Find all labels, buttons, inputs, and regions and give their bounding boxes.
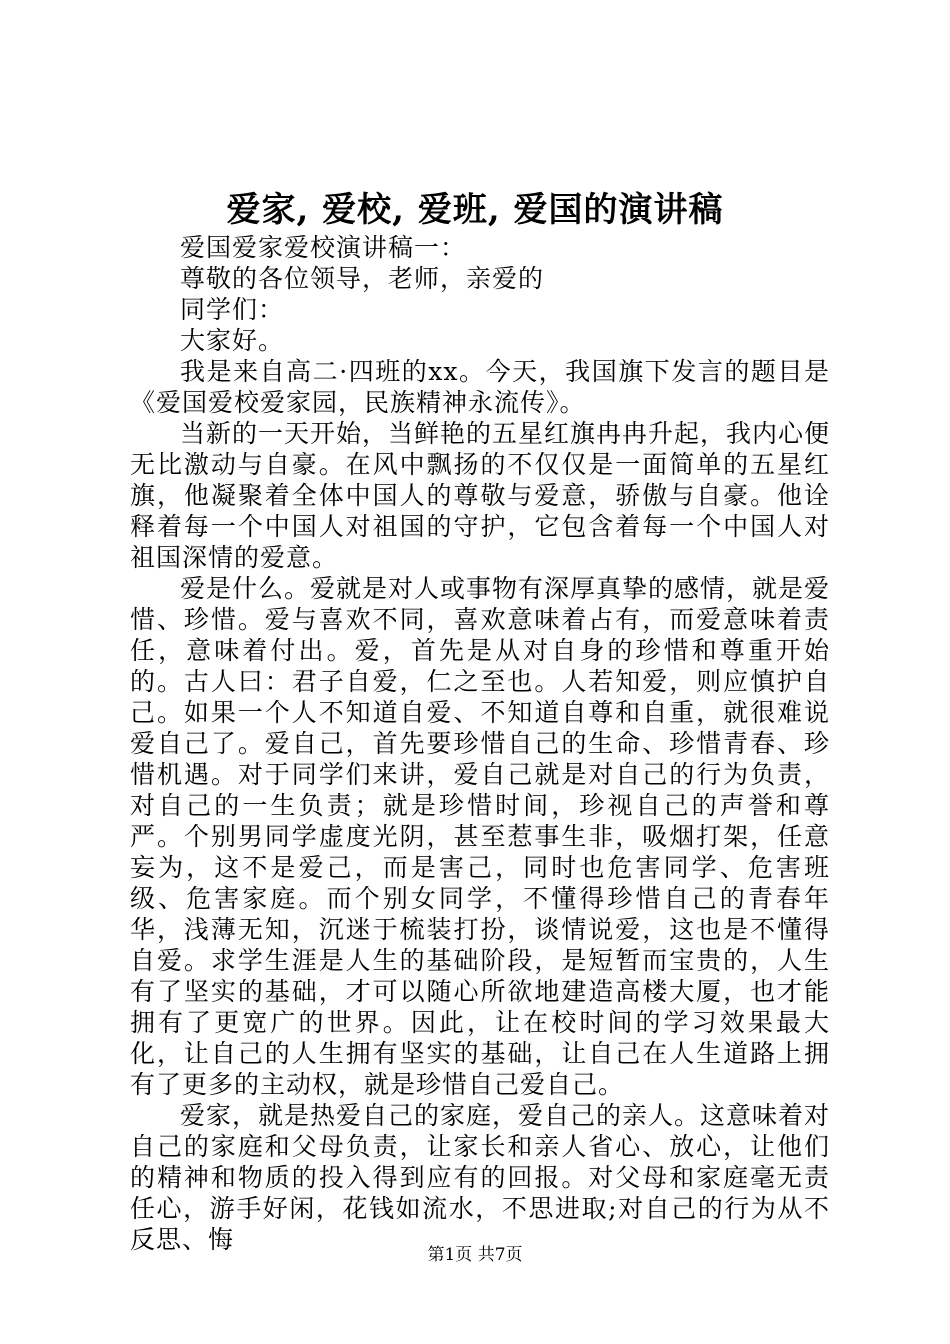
paragraph-intro: 我是来自高二·四班的xx。今天，我国旗下发言的题目是《爱国爱校爱家园，民族精神永流传》。 <box>130 357 830 417</box>
paragraph-flag: 当新的一天开始，当鲜艳的五星红旗冉冉升起，我内心便无比激动与自豪。在风中飘扬的不仅仅是一面简单的五星红旗，他凝聚着全体中国人的尊敬与爱意，骄傲与自豪。他诠释着每一个中国人对祖国的守护，它包含着每一个中国人对祖国深情的爱意。 <box>130 419 831 572</box>
salutation-line-1: 尊敬的各位领导，老师，亲爱的 <box>180 264 545 293</box>
salutation-line-2: 同学们： <box>180 295 285 324</box>
paragraph-love-self: 爱是什么。爱就是对人或事物有深厚真挚的感情，就是爱惜、珍惜。爱与喜欢不同，喜欢意味着占有，而爱意味着责任，意味着付出。爱，首先是从对自身的珍惜和尊重开始的。古人曰：君子自爱，仁之至也。人若知爱，则应慎护自己。如果一个人不知道自爱、不知道自尊和自重，就很难说爱自己了。爱自己，首先要珍惜自己的生命、珍惜青春、珍惜机遇。对于同学们来讲，爱自己就是对自己的行为负责，对自己的一生负责；就是珍惜时间，珍视自己的声誉和尊严。个别男同学虚度光阴，甚至惹事生非，吸烟打架，任意妄为，这不是爱己，而是害己，同时也危害同学、危害班级、危害家庭。而个别女同学，不懂得珍惜自己的青春年华，浅薄无知，沉迷于梳装打扮，谈情说爱，这也是不懂得自爱。求学生涯是人生的基础阶段，是短暂而宝贵的，人生有了坚实的基础，才可以随心所欲地建造高楼大厦，也才能拥有了更宽广的世界。因此，让在校时间的学习效果最大化，让自己的人生拥有坚实的基础，让自己在人生道路上拥有了更多的主动权，就是珍惜自己爱自己。 <box>130 574 831 1099</box>
document-body <box>130 232 830 1255</box>
page-number-footer: 第1页 共7页 <box>427 1245 523 1265</box>
greeting-line: 大家好。 <box>180 326 285 355</box>
speech-heading: 爱国爱家爱校演讲稿一： <box>180 233 467 262</box>
paragraph-love-family: 爱家，就是热爱自己的家庭，爱自己的亲人。这意味着对自己的家庭和父母负责，让家长和亲人省心、放心，让他们的精神和物质的投入得到应有的回报。对父母和家庭毫无责任心，游手好闲，花钱如流水，不思进取;对自己的行为从不反思、悔 <box>130 1101 831 1254</box>
document-title: 爱家, 爱校, 爱班, 爱国的演讲稿 <box>226 190 724 230</box>
